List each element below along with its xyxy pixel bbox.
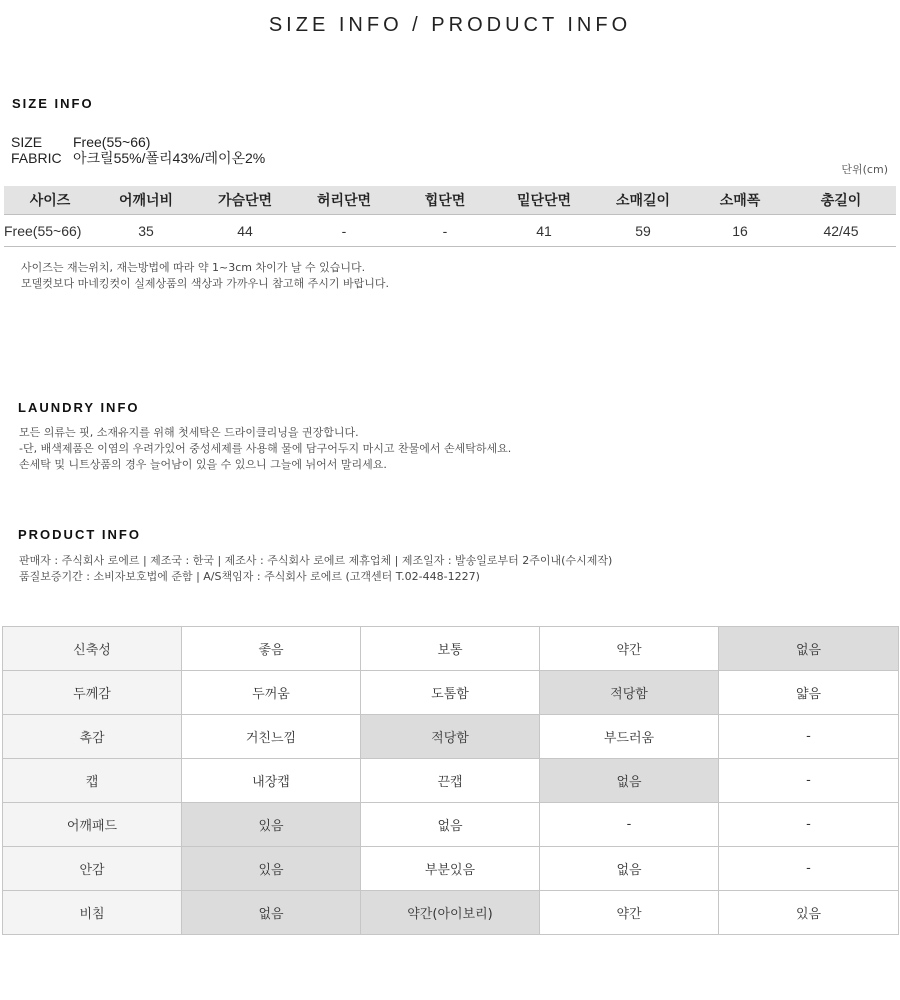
size-table-header-row [4, 186, 896, 215]
size-value: Free(55~66) [73, 134, 151, 150]
attribute-option: 없음 [361, 803, 540, 847]
size-spec [11, 134, 265, 166]
size-cell: 41 [496, 215, 592, 247]
attribute-option: 거친느낌 [182, 715, 361, 759]
attribute-option: - [540, 803, 719, 847]
attribute-row [3, 715, 899, 759]
size-header-cell: 힙단면 [394, 186, 496, 215]
attribute-row [3, 847, 899, 891]
attribute-label: 비침 [3, 891, 182, 935]
attribute-option: 보통 [361, 627, 540, 671]
size-header-cell: 가슴단면 [196, 186, 294, 215]
size-header-cell: 총길이 [786, 186, 896, 215]
size-note-line: 모델컷보다 마네킹컷이 실제상품의 색상과 가까우니 참고해 주시기 바랍니다. [21, 277, 390, 290]
size-header-cell: 사이즈 [4, 186, 96, 215]
attribute-option: 좋음 [182, 627, 361, 671]
size-notes [21, 260, 389, 292]
attribute-label: 두께감 [3, 671, 182, 715]
laundry-line: 모든 의류는 핏, 소재유지를 위해 첫세탁은 드라이클리닝을 권장합니다. [19, 426, 359, 439]
attribute-option: - [719, 847, 899, 891]
attribute-label: 어깨패드 [3, 803, 182, 847]
size-table-row [4, 215, 896, 247]
attribute-option-selected: 있음 [182, 803, 361, 847]
attribute-option: 얇음 [719, 671, 899, 715]
attribute-option: 있음 [719, 891, 899, 935]
attribute-option-selected: 없음 [540, 759, 719, 803]
attribute-row [3, 671, 899, 715]
attribute-label: 신축성 [3, 627, 182, 671]
attribute-option: 없음 [540, 847, 719, 891]
laundry-line: 손세탁 및 니트상품의 경우 늘어남이 있을 수 있으니 그늘에 뉘어서 말리세요. [19, 458, 387, 471]
unit-label: 단위(cm) [841, 163, 888, 176]
size-cell: 44 [196, 215, 294, 247]
fabric-key: FABRIC [11, 150, 62, 166]
attribute-option: - [719, 715, 899, 759]
size-header-cell: 소매폭 [694, 186, 786, 215]
attribute-option-selected: 적당함 [540, 671, 719, 715]
page-title: SIZE INFO / PRODUCT INFO [268, 14, 632, 36]
attribute-option: 내장캡 [182, 759, 361, 803]
attribute-row [3, 891, 899, 935]
laundry-info-heading: LAUNDRY INFO [18, 400, 140, 415]
attribute-option: - [719, 759, 899, 803]
attribute-option: 부분있음 [361, 847, 540, 891]
attribute-option: 도톰함 [361, 671, 540, 715]
size-cell: 59 [592, 215, 694, 247]
attribute-label: 캡 [3, 759, 182, 803]
attribute-option-selected: 없음 [182, 891, 361, 935]
attribute-label: 촉감 [3, 715, 182, 759]
attribute-option-selected: 없음 [719, 627, 899, 671]
attribute-option: 약간 [540, 627, 719, 671]
size-key: SIZE [11, 134, 43, 150]
size-cell: 16 [694, 215, 786, 247]
size-cell: Free(55~66) [4, 215, 96, 247]
laundry-notes [19, 425, 511, 473]
fabric-value: 아크릴55%/폴리43%/레이온2% [73, 150, 266, 166]
attribute-option: 약간 [540, 891, 719, 935]
size-header-cell: 허리단면 [294, 186, 394, 215]
attribute-option: - [719, 803, 899, 847]
product-notes [19, 553, 612, 585]
attribute-table [2, 626, 899, 935]
size-header-cell: 밑단단면 [496, 186, 592, 215]
attribute-option-selected: 있음 [182, 847, 361, 891]
attribute-option: 두꺼움 [182, 671, 361, 715]
attribute-option-selected: 적당함 [361, 715, 540, 759]
size-cell: 42/45 [786, 215, 896, 247]
laundry-line: -단, 배색제품은 이염의 우려가있어 중성세제를 사용해 물에 담구어두지 마시고 찬물에서 손세탁하세요. [19, 442, 512, 455]
attribute-row [3, 759, 899, 803]
size-cell: 35 [96, 215, 196, 247]
product-info-heading: PRODUCT INFO [18, 527, 141, 542]
attribute-label: 안감 [3, 847, 182, 891]
attribute-row [3, 803, 899, 847]
attribute-option: 부드러움 [540, 715, 719, 759]
attribute-row [3, 627, 899, 671]
attribute-option: 끈캡 [361, 759, 540, 803]
attribute-option-selected: 약간(아이보리) [361, 891, 540, 935]
size-header-cell: 어깨너비 [96, 186, 196, 215]
size-table [4, 186, 896, 247]
size-cell: - [394, 215, 496, 247]
size-cell: - [294, 215, 394, 247]
size-note-line: 사이즈는 재는위치, 재는방법에 따라 약 1~3cm 차이가 날 수 있습니다. [21, 261, 366, 274]
product-line: 품질보증기간 : 소비자보호법에 준함 | A/S책임자 : 주식회사 로에르 (고객센터 T.02-448-1227) [19, 570, 480, 583]
size-header-cell: 소매길이 [592, 186, 694, 215]
size-info-heading: SIZE INFO [12, 96, 94, 111]
product-line: 판매자 : 주식회사 로에르 | 제조국 : 한국 | 제조사 : 주식회사 로에르 제휴업체 | 제조일자 : 발송일로부터 2주이내(수시제작) [19, 554, 613, 567]
